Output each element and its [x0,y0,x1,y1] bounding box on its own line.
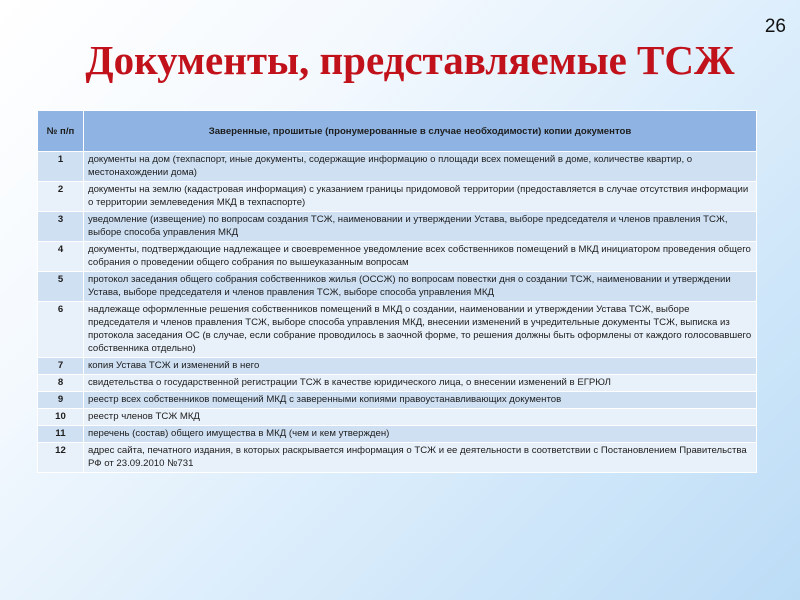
row-text: свидетельства о государственной регистрации ТСЖ в качестве юридического лица, о внесении изменений в ЕГРЮЛ [84,375,757,392]
table-header-row [38,111,757,152]
documents-table [37,110,757,473]
table-row [38,272,757,302]
table-row [38,302,757,358]
header-number: № п/п [38,111,84,152]
row-text: реестр всех собственников помещений МКД с заверенными копиями правоустанавливающих документов [84,392,757,409]
row-number: 10 [38,409,84,426]
row-number: 9 [38,392,84,409]
row-number: 4 [38,242,84,272]
table-row [38,212,757,242]
row-text: копия Устава ТСЖ и изменений в него [84,358,757,375]
row-number: 7 [38,358,84,375]
table-row [38,426,757,443]
row-number: 5 [38,272,84,302]
table-row [38,152,757,182]
table-row [38,358,757,375]
row-number: 8 [38,375,84,392]
slide-number: 26 [764,16,786,37]
row-number: 2 [38,182,84,212]
row-text: документы, подтверждающие надлежащее и своевременное уведомление всех собственников помещений в МКД инициатором проведения общего собрания о проведении общего собрания по вышеуказанным вопросам [84,242,757,272]
row-text: перечень (состав) общего имущества в МКД (чем и кем утвержден) [84,426,757,443]
row-text: уведомление (извещение) по вопросам создания ТСЖ, наименовании и утверждении Устава, выборе председателя и членов правления ТСЖ, выборе способа управления МКД [84,212,757,242]
row-number: 3 [38,212,84,242]
table-row [38,443,757,473]
row-text: адрес сайта, печатного издания, в которых раскрывается информация о ТСЖ и ее деятельности в соответствии с Постановлением Правительства РФ от 23.09.2010 №731 [84,443,757,473]
row-number: 6 [38,302,84,358]
row-text: документы на землю (кадастровая информация) с указанием границы придомовой территории (предоставляется в случае отсутствия информации о территории землеведения МКД в техпаспорте) [84,182,757,212]
table-row [38,392,757,409]
row-text: реестр членов ТСЖ МКД [84,409,757,426]
row-number: 12 [38,443,84,473]
row-number: 11 [38,426,84,443]
table-row [38,242,757,272]
slide-title: Документы, представляемые ТСЖ [85,37,735,83]
row-text: протокол заседания общего собрания собственников жилья (ОССЖ) по вопросам повестки дня о создании ТСЖ, наименовании и утверждении Устава, выборе председателя и членов правления ТСЖ, выборе способа управления МКД [84,272,757,302]
table-row [38,375,757,392]
row-number: 1 [38,152,84,182]
row-text: документы на дом (техпаспорт, иные документы, содержащие информацию о площади всех помещений в доме, количестве квартир, о местонахождении дома) [84,152,757,182]
table-row [38,182,757,212]
row-text: надлежаще оформленные решения собственников помещений в МКД о создании, наименовании и утверждении Устава ТСЖ, выборе председателя и членов правления ТСЖ, выборе способа управления МКД, внесении изменений в учредительные документы ТСЖ, выписка из протокола заседания ОС (в случае, если собрание проводилось в заочной форме, то решения должны быть оформлены от каждого голосовавшего собственника отдельно) [84,302,757,358]
table-row [38,409,757,426]
header-documents: Заверенные, прошитые (пронумерованные в случае необходимости) копии документов [84,111,757,152]
